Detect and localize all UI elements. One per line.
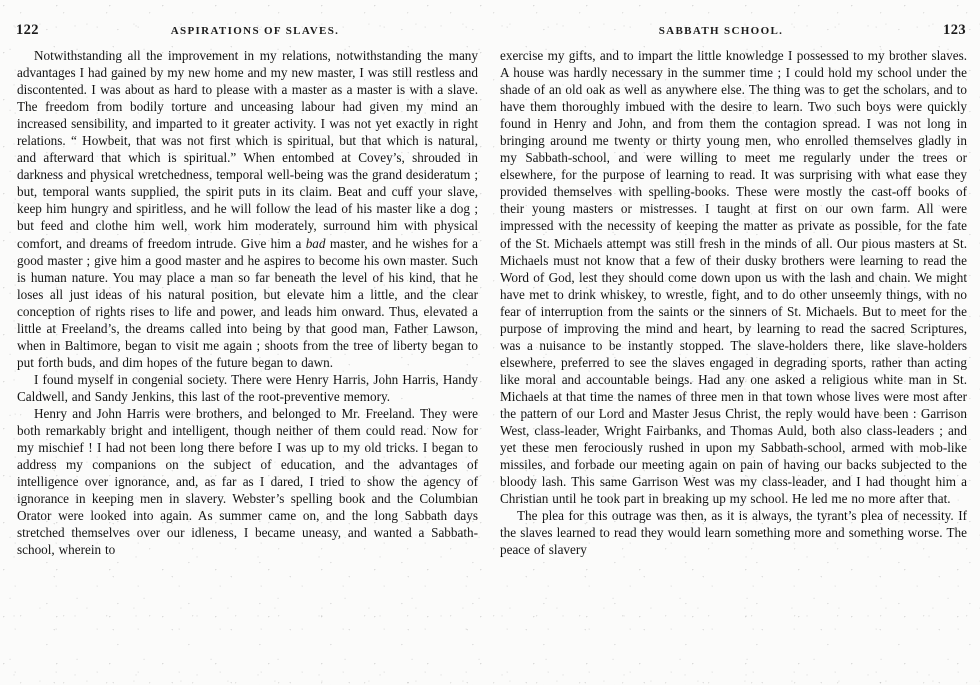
paragraph-text: Notwithstanding all the improvement in my relations, notwithstanding the many advantages I had gained by my new home and my new master, I was still restless and discontented. I was about as hard to please with a master as a master is with a slave. The freedom from bodily torture and unceasing labour had given my mind an increased sensibility, and imparted to it greater activity. I was not yet exactly in right relations. “ Howbeit, that was not first which is spiritual, but that which is natural, and afterward that which is spiritual.” When entombed at Covey’s, shrouded in darkness and physical wretchedness, temporal well-being was the grand desideratum ; but, temporal wants supplied, the spirit puts in its claim. Beat and cuff your slave, keep him hungry and spiritless, and he will follow the lead of his master like a dog ; but feed and clothe him well, work him moderately, surround him with physical comfort, and dreams of freedom intrude. Give him a: [17, 48, 478, 251]
right-page-header: [500, 21, 966, 39]
paragraph-text-continued: master, and he wishes for a good master ; give him a good master and he aspires to become his own master. Such is human nature. You may place a man so far beneath the level of his kind, that he loses all just ideas of his natural position, but elevate him a little, and the clear conception of rights rises to life and power, and leads him onward. Thus, elevated a little at Freeland’s, the dreams called into being by that good man, Father Lawson, when in Baltimore, began to visit me again ; shoots from the tree of liberty began to put forth buds, and dim hopes of the future began to dawn.: [17, 235, 478, 370]
right-page-folio: 123: [943, 22, 966, 38]
paragraph: Henry and John Harris were brothers, and belonged to Mr. Freeland. They were both remarkably bright and intelligent, though neither of them could read. Now for my mischief ! I had not been long there before I was up to my old tricks. I began to address my companions on the subject of education, and the advantages of intelligence over ignorance, and, as far as I dared, I tried to show the agency of ignorance in keeping men in slavery. Webster’s spelling book and the Columbian Orator were looked into again. As summer came on, and the long Sabbath days stretched themselves over our idleness, I became uneasy, and wanted a Sabbath-school, wherein to: [17, 405, 478, 558]
paragraph: exercise my gifts, and to impart the little knowledge I possessed to my brother slaves. A house was hardly necessary in the summer time ; I could hold my school under the shade of an old oak as well as anywhere else. The thing was to get the scholars, and to have them thoroughly imbued with the desire to learn. Two such boys were quickly found in Henry and John, and from them the contagion spread. I was not long in bringing around me twenty or thirty young men, who enrolled themselves gladly in my Sabbath-school, and were willing to meet me regularly under the trees or elsewhere, for the purpose of learning to read. It was surprising with what ease they provided themselves with spelling-books. These were mostly the cast-off books of their young masters or mistresses. I taught at first on our own farm. All were impressed with the necessity of keeping the matter as private as possible, for the fate of the St. Michaels attempt was still fresh in the minds of all. Our pious masters at St. Michaels must not know that a few of their dusky brothers were learning to read the Word of God, lest they should come down upon us with the lash and chain. We might have met to drink whiskey, to wrestle, fight, and to do other unseemly things, with no fear of interruption from the saints or the sinners of St. Michaels. But to meet for the purpose of improving the mind and heart, by learning to read the sacred Scriptures, was a nuisance to be instantly stopped. The slave-holders there, like slave-holders elsewhere, preferred to see the slaves engaged in degrading sports, rather than acting like moral and accountable beings. Had any one asked a religious white man in St. Michaels at that time the names of three men in that town whose lives were most after the pattern of our Lord and Master Jesus Christ, the reply would have been : Garrison West, class-leader, Wright Fairbanks, and Thomas Auld, both also class-leaders ; and yet these men ferociously rushed in upon my Sabbath-school, armed with mob-like missiles, and forbade our meeting again on pain of having our backs subjected to the bloody lash. This same Garrison West was my class-leader, and I had thought him a Christian until he took part in breaking up my school. He led me no more after that.: [500, 48, 967, 507]
paragraph: I found myself in congenial society. There were Henry Harris, John Harris, Handy Caldwell, and Sandy Jenkins, this last of the root-preventive memory.: [17, 371, 478, 404]
emphasized-word: bad: [305, 235, 326, 251]
left-page-header: [16, 21, 478, 39]
left-page-body: [17, 47, 478, 558]
right-page-running-head: SABBATH SCHOOL.: [658, 25, 784, 37]
left-page-folio: 122: [16, 22, 39, 38]
right-page-body: [500, 47, 967, 558]
paragraph: The plea for this outrage was then, as it is always, the tyrant’s plea of necessity. If the slaves learned to read they would learn something more and something worse. The peace of slavery: [500, 508, 967, 558]
paragraph: [17, 47, 478, 371]
left-page-running-head: ASPIRATIONS OF SLAVES.: [170, 25, 340, 37]
